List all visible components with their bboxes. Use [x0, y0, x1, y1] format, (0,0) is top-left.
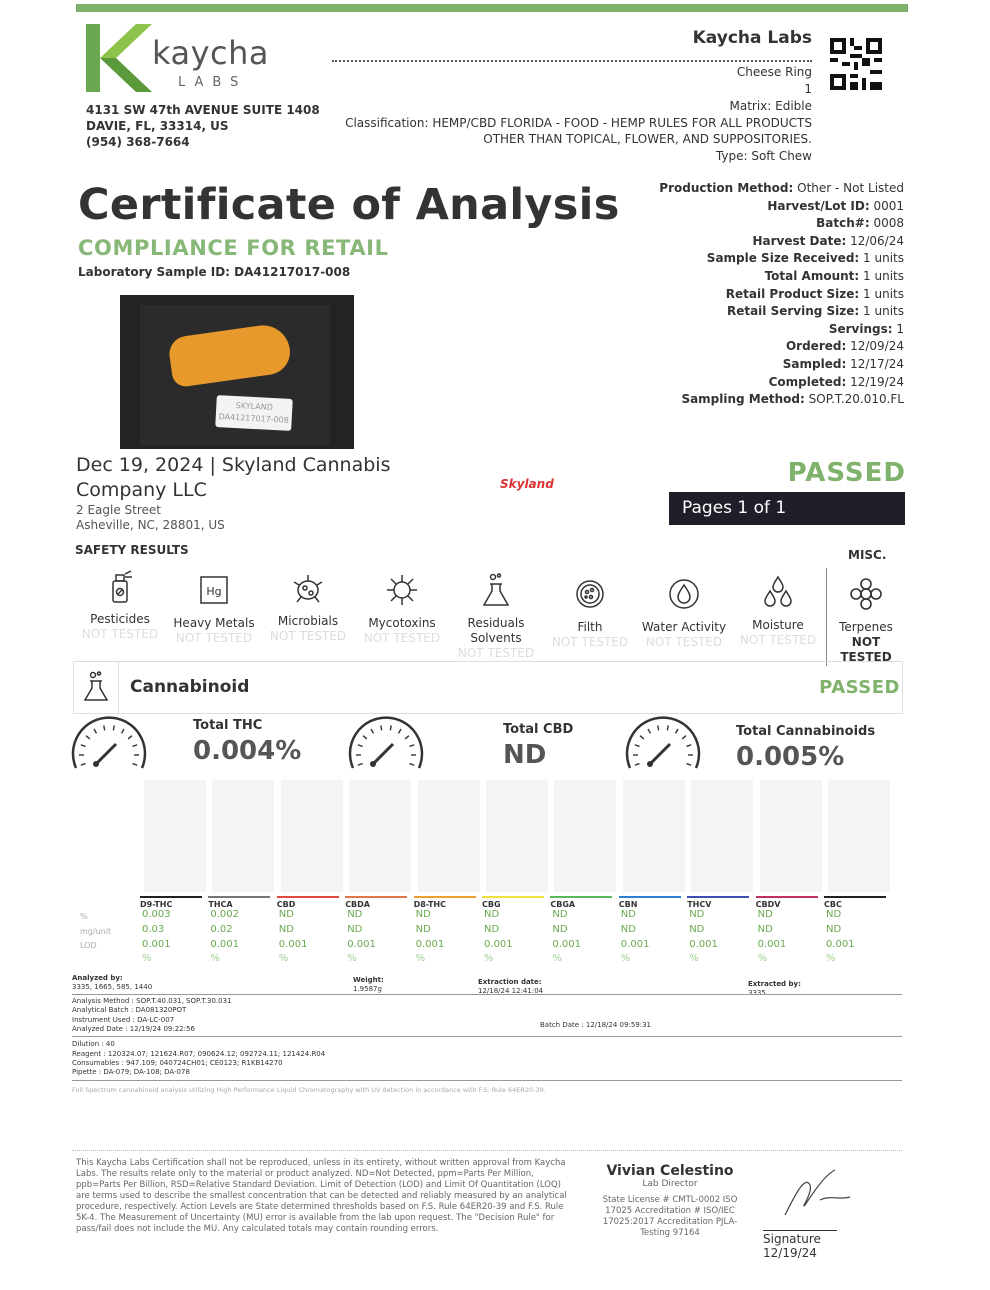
- cell-pct: ND: [278, 909, 294, 920]
- safety-name: Residuals Solvents: [467, 616, 525, 645]
- weight: Weight: 1.9587g: [353, 976, 384, 993]
- safety-item-mycotoxins: [354, 572, 450, 645]
- cell-mg: ND: [415, 924, 431, 935]
- column-header: CBN: [619, 896, 681, 909]
- signature-mark: [780, 1165, 860, 1225]
- signature-line: [763, 1230, 837, 1231]
- cell-unit: %: [210, 953, 220, 964]
- sample-id: Laboratory Sample ID: DA41217017-008: [78, 265, 351, 279]
- column-header: CBDV: [756, 896, 818, 909]
- safety-status: NOT TESTED: [457, 646, 535, 660]
- cell-pct: 0.003: [142, 909, 171, 920]
- total-label: Total Cannabinoids: [736, 724, 876, 739]
- cell-unit: %: [142, 953, 152, 964]
- safety-item-pesticides: [72, 568, 168, 641]
- footer-divider: [72, 1150, 902, 1151]
- cell-lod: 0.001: [347, 939, 376, 950]
- cell-lod: 0.001: [210, 939, 240, 950]
- cell-mg: ND: [347, 924, 363, 935]
- page-title: Certificate of Analysis: [78, 180, 620, 230]
- safety-status: NOT TESTED: [739, 633, 817, 647]
- instrument-used: Instrument Used : DA-LC-007: [72, 1016, 175, 1024]
- safety-name: Moisture: [752, 618, 804, 632]
- cell-lod: 0.001: [142, 939, 171, 950]
- kaycha-logo-icon: [86, 22, 156, 94]
- cell-mg: ND: [278, 924, 294, 935]
- signer-block: Vivian Celestino Lab Director State License # CMTL-0002 ISO 17025 Accreditation # ISO/IEC 17025:2017 Accreditation PJLA-Testing 97164: [602, 1163, 738, 1238]
- cell-mg: ND: [826, 924, 842, 935]
- cell-mg: ND: [689, 924, 705, 935]
- cannabinoid-title: Cannabinoid: [130, 677, 250, 697]
- cell-lod: 0.001: [552, 939, 582, 950]
- gauge-icon: [347, 716, 425, 776]
- cell-unit: %: [620, 953, 631, 964]
- cell-unit: %: [278, 953, 289, 964]
- total-value: 0.004%: [193, 736, 302, 766]
- analysis-divider-2: [72, 1036, 902, 1037]
- top-accent-bar: [76, 4, 908, 12]
- column-header: CBDA: [345, 896, 407, 909]
- row-label: mg/unit: [80, 927, 112, 936]
- client-name: Dec 19, 2024 | Skyland Cannabis Company LLC: [76, 454, 391, 501]
- flask-icon: [83, 671, 109, 703]
- analyzed-by: Analyzed by: 3335, 1665, 585, 1440: [72, 974, 153, 991]
- compliance-subtitle: COMPLIANCE FOR RETAIL: [78, 236, 389, 260]
- cell-pct: ND: [620, 909, 636, 920]
- product-type: Type: Soft Chew: [715, 149, 812, 163]
- detail-row: Sampling Method: SOP.T.20.010.FL: [681, 392, 904, 407]
- cell-unit: %: [347, 953, 357, 964]
- safety-status: NOT TESTED: [269, 629, 347, 643]
- column-header: D8-THC: [414, 896, 476, 909]
- analysis-divider-1: [72, 994, 902, 995]
- cell-lod: 0.001: [689, 939, 718, 950]
- cell-lod: 0.001: [620, 939, 650, 950]
- safety-item-residuals-solvents: [448, 572, 544, 660]
- cell-pct: ND: [826, 909, 842, 920]
- safety-name: Heavy Metals: [173, 616, 255, 630]
- safety-name: Water Activity: [641, 620, 727, 634]
- virus-icon: [384, 572, 420, 608]
- extraction-date: Extraction date: 12/18/24 12:41:04: [478, 978, 544, 995]
- detail-row: Production Method: Other - Not Listed: [659, 181, 904, 195]
- cell-mg: ND: [757, 924, 773, 935]
- safety-name: Filth: [577, 620, 603, 634]
- detail-row: Retail Product Size: 1 units: [725, 286, 904, 301]
- detail-row: Harvest/Lot ID: 0001: [767, 198, 904, 213]
- cell-mg: 0.02: [210, 924, 233, 935]
- cannabinoid-bar: [144, 780, 206, 892]
- consumables: Consumables : 947.109; 040724CH01; CE0123; R1KB14270: [72, 1059, 283, 1067]
- logo-wordmark: kaycha: [152, 34, 269, 72]
- cannabinoid-bar: [554, 780, 616, 892]
- cell-unit: %: [757, 953, 768, 964]
- safety-status: NOT TESTED: [175, 631, 253, 645]
- cannabinoid-bar: [691, 780, 753, 892]
- cell-pct: ND: [689, 909, 705, 920]
- microbe-icon: [290, 570, 326, 606]
- cell-pct: ND: [484, 909, 500, 920]
- flower-icon: [848, 576, 884, 612]
- detail-row: Sample Size Received: 1 units: [706, 251, 904, 266]
- header-divider: [332, 60, 812, 62]
- cell-mg: ND: [620, 924, 636, 935]
- page-indicator: Pages 1 of 1: [669, 492, 905, 525]
- safety-name: Microbials: [277, 614, 339, 628]
- detail-row: Sampled: 12/17/24: [782, 356, 904, 371]
- safety-item-terpenes: Terpenes NOT TESTED: [818, 576, 914, 665]
- cell-unit: %: [826, 953, 836, 964]
- total-label: Total THC: [193, 718, 263, 733]
- cell-lod: 0.001: [484, 939, 513, 950]
- detail-row: Total Amount: 1 units: [764, 268, 904, 283]
- cell-mg: 0.03: [142, 924, 165, 935]
- safety-name: Mycotoxins: [368, 616, 436, 630]
- cell-lod: 0.001: [757, 939, 787, 950]
- column-header: THCA: [208, 896, 270, 909]
- cannabinoid-bar: [418, 780, 480, 892]
- cell-unit: %: [552, 953, 562, 964]
- skyland-logo: Skyland: [500, 477, 554, 491]
- cannabinoid-bar: [349, 780, 411, 892]
- detail-row: Harvest Date: 12/06/24: [752, 233, 904, 248]
- flask-icon: [478, 572, 514, 608]
- analysis-method: Analysis Method : SOP.T.40.031, SOP.T.30.031: [72, 997, 232, 1005]
- cannabinoid-bars: [144, 780, 896, 892]
- column-header: CBC: [824, 896, 886, 909]
- column-header: D9-THC: [140, 896, 202, 909]
- signature-label: Signature 12/19/24: [763, 1232, 821, 1260]
- cannabinoid-bar: [623, 780, 685, 892]
- cannabinoid-bar: [212, 780, 274, 892]
- safety-name: Pesticides: [90, 612, 150, 626]
- analytical-batch: Analytical Batch : DA081320POT: [72, 1006, 187, 1014]
- detail-row: Servings: 1: [828, 321, 904, 336]
- reagent: Reagent : 120324.07; 121624.R07; 090624.12; 092724.11; 121424.R04: [72, 1050, 326, 1058]
- cannabinoid-bar: [828, 780, 890, 892]
- detail-row: Completed: 12/19/24: [768, 374, 904, 389]
- lab-address: 4131 SW 47th AVENUE SUITE 1408 DAVIE, FL, 33314, US (954) 368-7664: [86, 103, 320, 149]
- photo-label: SKYLAND DA41217017-008: [215, 395, 293, 431]
- safety-item-water-activity: [636, 576, 732, 649]
- cannabinoid-bar: [281, 780, 343, 892]
- gauge-icon: [70, 716, 148, 776]
- detail-row: Retail Serving Size: 1 units: [726, 304, 904, 319]
- cannabinoid-bar: [760, 780, 822, 892]
- batch-date: Batch Date : 12/18/24 09:59:31: [540, 1021, 651, 1029]
- cell-unit: %: [415, 953, 426, 964]
- cell-pct: ND: [757, 909, 773, 920]
- lab-name: Kaycha Labs: [692, 28, 812, 48]
- misc-heading: MISC.: [848, 548, 887, 562]
- safety-item-microbials: [260, 570, 356, 643]
- extracted-by: Extracted by: 3335: [748, 980, 801, 997]
- row-label: %: [80, 912, 88, 921]
- cell-unit: %: [689, 953, 699, 964]
- product-qty: 1: [804, 82, 812, 96]
- spray-bottle-icon: [102, 568, 138, 604]
- product-name: Cheese Ring: [736, 65, 812, 79]
- cannabinoid-status: PASSED: [819, 677, 900, 698]
- safety-status: NOT TESTED: [551, 635, 629, 649]
- safety-status: NOT TESTED: [363, 631, 441, 645]
- safety-item-filth: [542, 576, 638, 649]
- water-drop-icon: [666, 576, 702, 612]
- cell-mg: ND: [552, 924, 568, 935]
- cannabinoid-bar: [486, 780, 548, 892]
- cell-pct: 0.002: [210, 909, 240, 920]
- cell-lod: 0.001: [278, 939, 308, 950]
- qr-code-icon[interactable]: [830, 38, 882, 90]
- cell-unit: %: [484, 953, 494, 964]
- analysis-note: Full Spectrum cannabinoid analysis utilizing High Performance Liquid Chromatography with UV detection in accordance with F.S. Rule 64ER20-39.: [72, 1086, 546, 1094]
- total-value: 0.005%: [736, 742, 845, 772]
- total-label: Total CBD: [503, 722, 574, 737]
- column-header: CBGA: [550, 896, 612, 909]
- hg-icon: [196, 572, 232, 608]
- detail-row: Ordered: 12/09/24: [785, 339, 904, 354]
- pipette: Pipette : DA-079; DA-108; DA-078: [72, 1068, 190, 1076]
- svg-text:Hg: Hg: [206, 585, 222, 598]
- drops-icon: [760, 574, 796, 610]
- overall-status: PASSED: [787, 458, 906, 488]
- disclaimer: This Kaycha Labs Certification shall not be reproduced, unless in its entirety, without written approval from Kaycha Labs. The results relate only to the material or product analyzed. ND=Not Detected, ppm=Parts Per Million, ppb=Parts Per Billion, RSD=Relative Standard Deviation. Limit of Detection (LOD) and Limit Of Quantitation (LOQ) are terms used to describe the smallest concentration that can be detected and reliably measured by an analytical procedure, respectively. Action Levels are State determined thresholds based on F.S. Rule 64ER20-39 and F.S. Rule 5K-4. The Measurement of Uncertainty (MU) error is available from the lab upon request. The "Decision Rule" for pass/fail does not include the MU. Any calculated totals may contain rounding errors.: [76, 1158, 567, 1234]
- safety-item-moisture: [730, 574, 826, 647]
- safety-item-heavy-metals: [166, 572, 262, 645]
- total-value: ND: [503, 740, 547, 770]
- row-label: LOD: [80, 941, 97, 950]
- cell-mg: ND: [484, 924, 500, 935]
- classification: Classification: HEMP/CBD FLORIDA - FOOD - HEMP RULES FOR ALL PRODUCTS OTHER THAN TOPICAL, FLOWER, AND SUPPOSITORIES.: [345, 116, 812, 146]
- cell-pct: ND: [552, 909, 568, 920]
- cell-lod: 0.001: [415, 939, 445, 950]
- column-header: THCV: [687, 896, 749, 909]
- analyzed-date: Analyzed Date : 12/19/24 09:22:56: [72, 1025, 195, 1033]
- safety-status: NOT TESTED: [81, 627, 159, 641]
- cell-pct: ND: [415, 909, 431, 920]
- safety-status: NOT TESTED: [645, 635, 723, 649]
- detail-row: Batch#: 0008: [816, 216, 904, 231]
- logo-subtext: LABS: [178, 75, 248, 90]
- sample-details: [604, 180, 904, 409]
- cell-lod: 0.001: [826, 939, 855, 950]
- safety-heading: SAFETY RESULTS: [75, 543, 189, 557]
- matrix: Matrix: Edible: [729, 99, 812, 113]
- analysis-divider-3: [72, 1080, 902, 1081]
- cell-pct: ND: [347, 909, 363, 920]
- column-header: CBD: [277, 896, 339, 909]
- petri-dish-icon: [572, 576, 608, 612]
- sample-photo: [120, 295, 354, 449]
- cannabinoid-icon-box: [73, 661, 119, 714]
- client-address: 2 Eagle Street Asheville, NC, 28801, US: [76, 503, 225, 532]
- column-header: CBG: [482, 896, 544, 909]
- dilution: Dilution : 40: [72, 1040, 115, 1048]
- gauge-icon: [624, 716, 702, 776]
